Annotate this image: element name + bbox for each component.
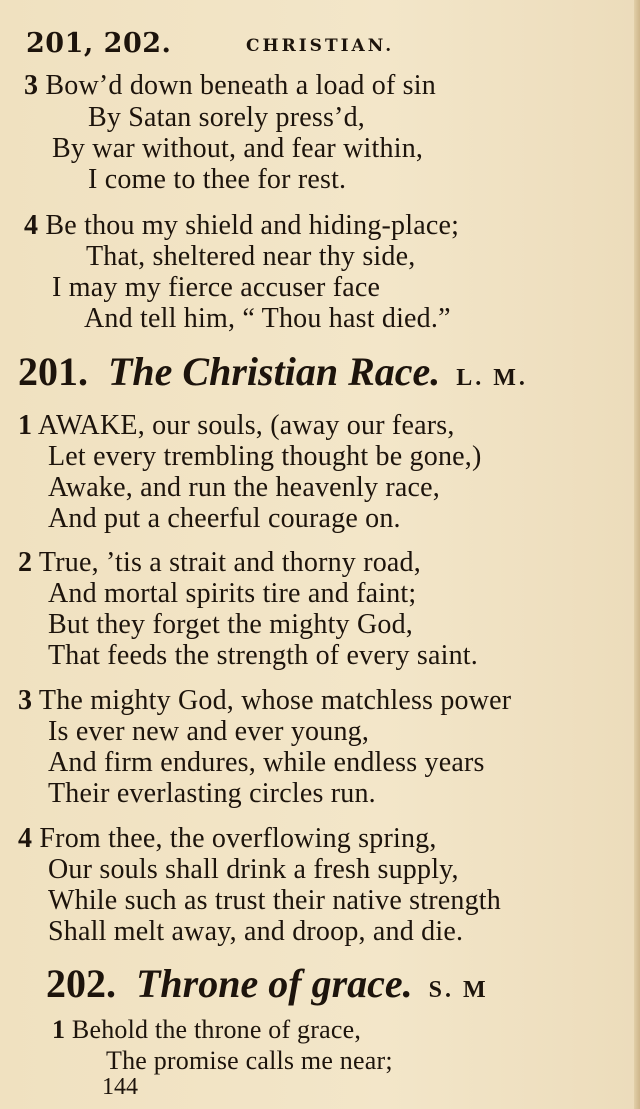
verse-line: Shall melt away, and droop, and die. (48, 916, 464, 947)
verse-line: I may my fierce accuser face (52, 272, 381, 303)
verse-line: While such as trust their native strength (48, 885, 501, 916)
page-edge (634, 0, 640, 1109)
verse-line: But they forget the mighty God, (48, 609, 413, 640)
verse-line: I come to thee for rest. (88, 164, 347, 195)
verse-number: 1 (52, 1015, 66, 1044)
hymn-meter: S. M (428, 977, 489, 1003)
verse-line: By Satan sorely press’d, (88, 102, 365, 133)
verse-line: Let every trembling thought be gone,) (48, 441, 482, 472)
verse-line: 4 Be thou my shield and hiding-place; (24, 210, 460, 241)
hymn-title: The Christian Race. (108, 349, 441, 394)
verse-number: 1 (18, 410, 33, 441)
verse-line: 1 Behold the throne of grace, (52, 1015, 362, 1044)
hymn-heading-202 (46, 960, 489, 1008)
verse-line: Our souls shall drink a fresh supply, (48, 854, 459, 885)
verse-line: 3 Bow’d down beneath a load of sin (24, 70, 436, 101)
verse-line: The promise calls me near; (106, 1046, 393, 1075)
verse-line: And firm endures, while endless years (48, 747, 485, 778)
verse-line: 1 AWAKE, our souls, (away our fears, (18, 410, 455, 441)
verse-line: 2 True, ’tis a strait and thorny road, (18, 547, 421, 578)
running-header (26, 28, 626, 62)
hymn-heading-201 (18, 348, 528, 396)
verse-number: 4 (24, 210, 39, 241)
header-running-title: CHRISTIAN. (246, 36, 395, 56)
verse-line: And mortal spirits tire and faint; (48, 578, 417, 609)
hymn-number: 201. (18, 349, 88, 394)
verse-line: And tell him, “ Thou hast died.” (84, 303, 451, 334)
hymn-title: Throne of grace. (136, 961, 413, 1006)
header-hymn-numbers: 201, 202. (26, 28, 172, 59)
verse-line: By war without, and fear within, (52, 133, 424, 164)
verse-line: 4 From thee, the overflowing spring, (18, 823, 437, 854)
verse-number: 3 (24, 70, 39, 101)
verse-line: That feeds the strength of every saint. (48, 640, 478, 671)
hymn-meter: L. M. (456, 365, 528, 391)
verse-number: 4 (18, 823, 33, 854)
verse-line: Awake, and run the heavenly race, (48, 472, 440, 503)
verse-number: 2 (18, 547, 33, 578)
verse-line: And put a cheerful courage on. (48, 503, 401, 534)
page-number: 144 (102, 1074, 138, 1100)
verse-line: Their everlasting circles run. (48, 778, 376, 809)
verse-line: Is ever new and ever young, (48, 716, 370, 747)
verse-line: 3 The mighty God, whose matchless power (18, 685, 512, 716)
verse-number: 3 (18, 685, 33, 716)
verse-line: That, sheltered near thy side, (86, 241, 416, 272)
hymn-number: 202. (46, 961, 116, 1006)
